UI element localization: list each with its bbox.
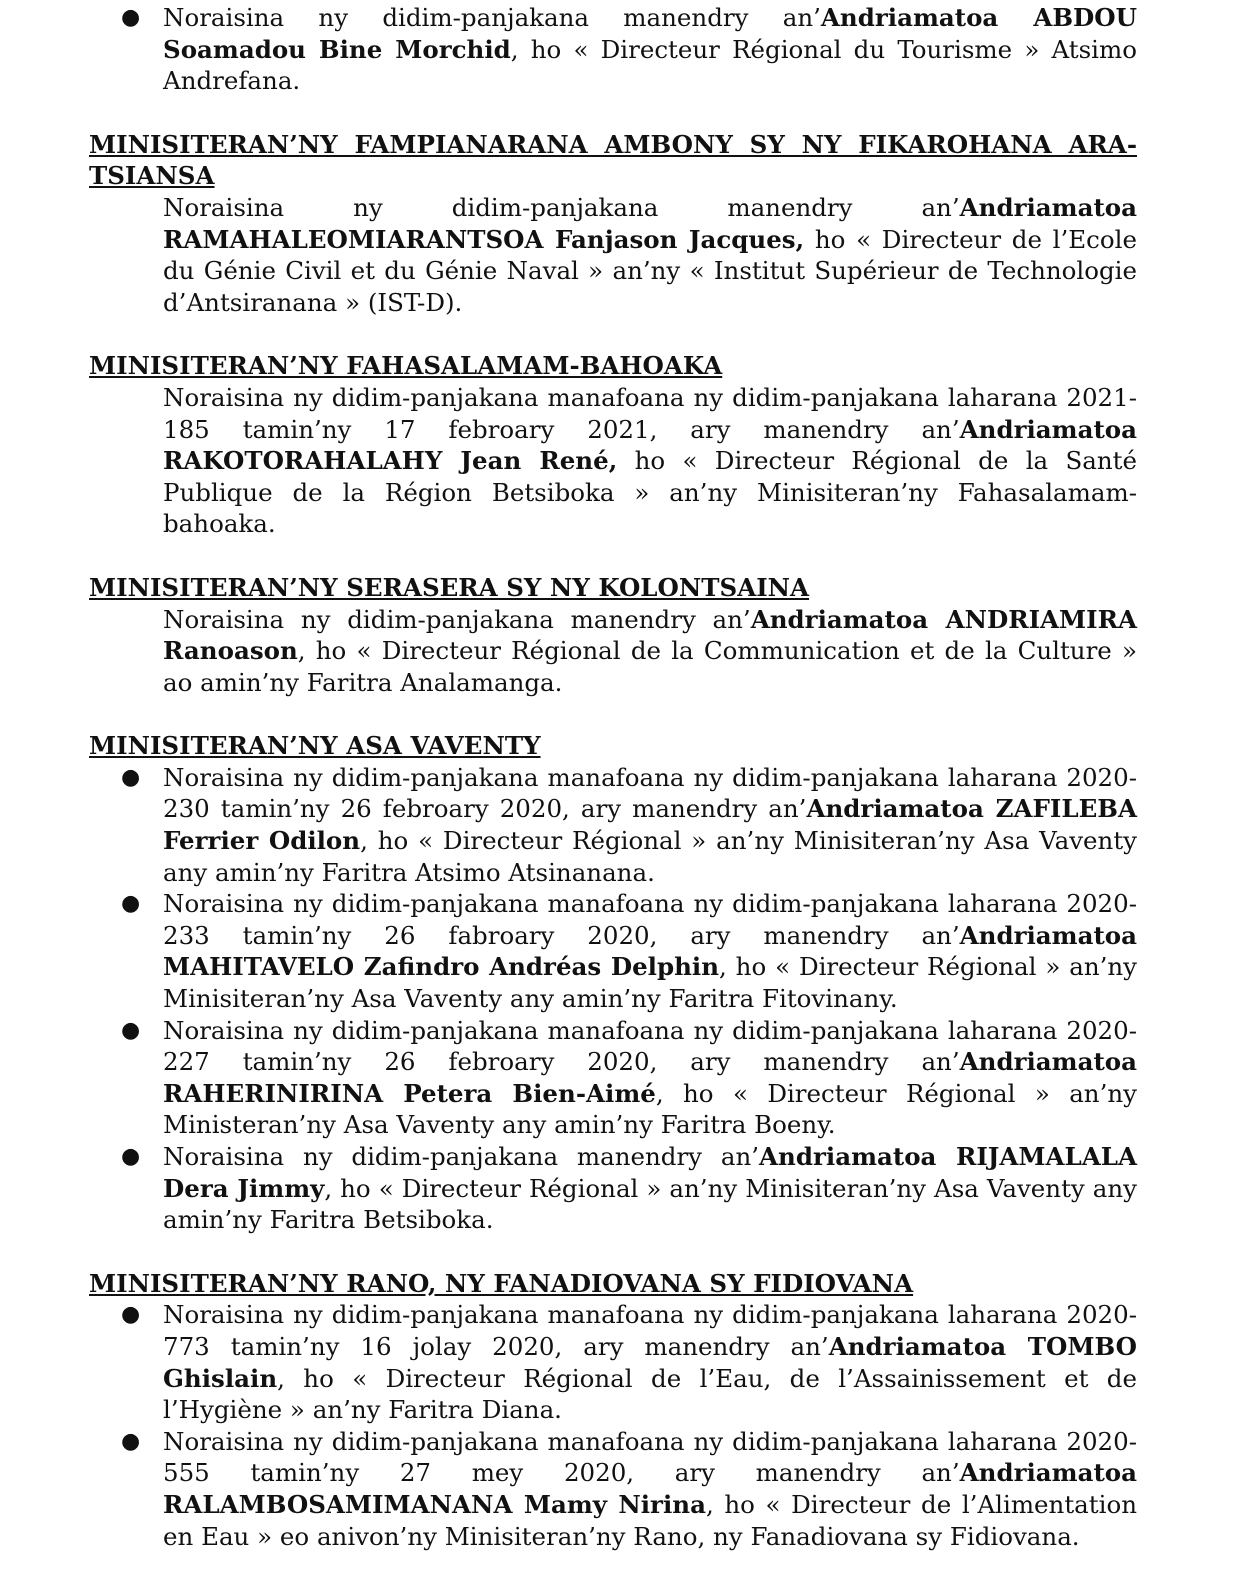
appointee-name: Andriamatoa RALAMBOSAMIMANANA Mamy Nirina xyxy=(163,1458,1137,1519)
list-item: ● Noraisina ny didim-panjakana manafoana ny didim-panjakana laharana 2020-555 tamin’ny 27 mey 2020, ary manendry an’Andriamatoa RALAMBOSAMIMANANA Mamy Nirina, ho « Directeur de l’Alimentation en Eau » eo anivon’ny Minisiteran’ny Rano, ny Fanadiovana sy Fidiovana. xyxy=(121,1426,1137,1551)
bullet-icon: ● xyxy=(121,1017,141,1043)
bullet-icon: ● xyxy=(121,5,141,30)
list-item: ● Noraisina ny didim-panjakana manafoana ny didim-panjakana laharana 2020-233 tamin’ny 26 fabroary 2020, ary manendry an’Andriamatoa MAHITAVELO Zafindro Andréas Delphin, ho « Directeur Régional » an’ny Minisiteran’ny Asa Vaventy any amin’ny Faritra Fitovinany. xyxy=(121,889,1138,1014)
section-heading: MINISITERAN’NY RANO, NY FANADIOVANA SY FIDIOVANA xyxy=(89,1268,914,1298)
section-heading: MINISITERAN’NY SERASERA SY NY KOLONTSAINA xyxy=(89,572,810,602)
appointee-name: Andriamatoa MAHITAVELO Zafindro Andréas Delphin xyxy=(163,920,1137,982)
list-item: ● Noraisina ny didim-panjakana manafoana ny didim-panjakana laharana 2020-227 tamin’ny 26 febroary 2020, ary manendry an’Andriamatoa RAHERINIRINA Petera Bien-Aimé, ho « Directeur Régional » an’ny Ministeran’ny Asa Vaventy any amin’ny Faritra Boeny. xyxy=(121,1015,1137,1140)
appointee-name: Andriamatoa ANDRIAMIRA Ranoason xyxy=(163,604,1137,666)
section-heading: MINISITERAN’NY FAMPIANARANA AMBONY SY NY FIKAROHANA ARA-TSIANSA xyxy=(89,129,1137,191)
appointee-name: Andriamatoa ABDOU Soamadou Bine Morchid xyxy=(163,3,1138,64)
appointee-name: Andriamatoa RAKOTORAHALAHY Jean René, xyxy=(163,414,1137,476)
paragraph: Noraisina ny didim-panjakana manendry an’Andriamatoa ANDRIAMIRA Ranoason, ho « Directeur Régional de la Communication et de la Culture » ao amin’ny Faritra Analamanga. xyxy=(163,604,1137,697)
list-item: ● Noraisina ny didim-panjakana manendry an’Andriamatoa RIJAMALALA Dera Jimmy, ho « Directeur Régional » an’ny Minisiteran’ny Asa Vaventy any amin’ny Faritra Betsiboka. xyxy=(121,1142,1137,1235)
bullet-icon: ● xyxy=(121,764,141,790)
bullet-icon: ● xyxy=(121,1144,141,1169)
appointee-name: Andriamatoa ZAFILEBA Ferrier Odilon xyxy=(163,794,1137,856)
bullet-icon: ● xyxy=(121,1428,141,1454)
bullet-icon: ● xyxy=(121,891,141,917)
section-heading: MINISITERAN’NY ASA VAVENTY xyxy=(89,731,541,761)
bullet-icon: ● xyxy=(121,1302,141,1328)
appointee-name: Andriamatoa RIJAMALALA Dera Jimmy xyxy=(163,1142,1137,1203)
list-item: ● Noraisina ny didim-panjakana manendry an’Andriamatoa ABDOU Soamadou Bine Morchid, ho « Directeur Régional du Tourisme » Atsimo Andrefana. xyxy=(121,3,1138,96)
appointee-name: Andriamatoa TOMBO Ghislain xyxy=(163,1331,1137,1393)
section-heading: MINISITERAN’NY FAHASALAMAM-BAHOAKA xyxy=(89,351,723,381)
paragraph: Noraisina ny didim-panjakana manafoana ny didim-panjakana laharana 2021-185 tamin’ny 17 febroary 2021, ary manendry an’Andriamatoa RAKOTORAHALAHY Jean René, ho « Directeur Régional de la Santé Publique de la Région Betsiboka » an’ny Minisiteran’ny Fahasalamam-bahoaka. xyxy=(163,382,1137,539)
appointee-name: Andriamatoa RAMAHALEOMIARANTSOA Fanjason Jacques, xyxy=(163,192,1137,254)
document-page xyxy=(89,0,1137,1552)
list-item: ● Noraisina ny didim-panjakana manafoana ny didim-panjakana laharana 2020-230 tamin’ny 26 febroary 2020, ary manendry an’Andriamatoa ZAFILEBA Ferrier Odilon, ho « Directeur Régional » an’ny Minisiteran’ny Asa Vaventy any amin’ny Faritra Atsimo Atsinanana. xyxy=(121,762,1138,887)
list-item: ● Noraisina ny didim-panjakana manafoana ny didim-panjakana laharana 2020-773 tamin’ny 16 jolay 2020, ary manendry an’Andriamatoa TOMBO Ghislain, ho « Directeur Régional de l’Eau, de l’Assainissement et de l’Hygiène » an’ny Faritra Diana. xyxy=(121,1300,1137,1425)
appointee-name: Andriamatoa RAHERINIRINA Petera Bien-Aimé xyxy=(163,1047,1137,1108)
paragraph: Noraisina ny didim-panjakana manendry an’Andriamatoa RAMAHALEOMIARANTSOA Fanjason Jacques, ho « Directeur de l’Ecole du Génie Civil et du Génie Naval » an’ny « Institut Supérieur de Technologie d’Antsiranana » (IST-D). xyxy=(163,192,1137,317)
